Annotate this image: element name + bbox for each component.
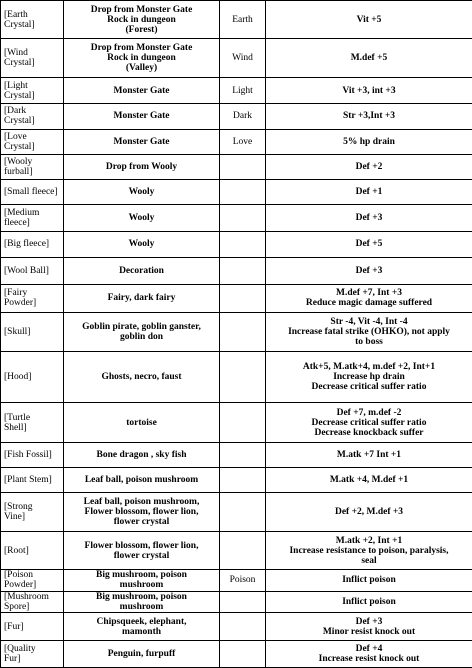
item-source-cell-line: Drop from Monster Gate: [90, 43, 193, 54]
item-effect-cell-line: Def +3: [355, 212, 383, 223]
item-element-cell: Earth: [220, 1, 266, 39]
item-source-cell: [64, 492, 220, 531]
item-effect-cell: [266, 1, 472, 39]
item-name-cell-line: fleece]: [4, 217, 30, 228]
item-source-cell-line: Leaf ball, poison mushroom,: [83, 496, 200, 507]
item-element-cell: [220, 231, 266, 258]
item-source-cell-line: mushroom: [119, 580, 164, 591]
item-name-cell-line: [Fur]: [4, 621, 24, 632]
item-source-cell-line: Drop from Wooly: [105, 162, 178, 173]
item-name-cell-line: [Skull]: [4, 326, 31, 337]
item-source-cell: [64, 155, 220, 180]
item-effect-cell-line: Decrease knockback suffer: [314, 427, 424, 438]
item-name-cell-line: [Wool Ball]: [4, 266, 49, 277]
table-row: [1, 532, 472, 570]
item-name-cell: [1, 351, 64, 402]
table-row: [1, 1, 472, 39]
item-effect-cell: [266, 570, 472, 592]
item-effect-cell-line: Decrease critical suffer ratio: [311, 382, 427, 393]
item-effect-cell: [266, 258, 472, 285]
item-effect-cell-line: Atk+5, M.atk+4, m.def +2, Int+1: [302, 362, 436, 373]
table-row: [1, 570, 472, 592]
item-effect-cell-line: Increase resistance to poison, paralysis,: [289, 545, 449, 556]
table-row: [1, 180, 472, 205]
item-name-cell-line: [Light: [4, 80, 28, 91]
item-source-cell-line: Fairy, dark fairy: [107, 293, 176, 304]
table-row: [1, 231, 472, 258]
item-source-cell-line: Leaf ball, poison mushroom: [84, 475, 199, 486]
item-effect-cell: [266, 129, 472, 155]
item-element-cell: [220, 591, 266, 613]
item-source-cell: [64, 258, 220, 285]
item-name-cell-line: [Mushroom: [4, 591, 49, 602]
item-source-cell-line: Big mushroom, poison: [96, 591, 187, 602]
item-name-cell-line: [Big fleece]: [4, 239, 50, 250]
item-effect-cell-line: Str -4, Vit -4, Int -4: [330, 316, 408, 327]
item-source-cell: [64, 231, 220, 258]
item-source-cell: [64, 204, 220, 231]
item-name-cell-line: [Love: [4, 131, 27, 142]
item-name-cell: [1, 312, 64, 351]
item-effect-cell: [266, 591, 472, 613]
item-name-cell-line: [Earth: [4, 9, 28, 20]
item-source-cell-line: Monster Gate: [113, 111, 170, 122]
table-row: [1, 403, 472, 443]
item-source-cell-line: Chipsqueek, elephant,: [96, 616, 187, 627]
item-source-cell-line: flower crystal: [113, 550, 170, 561]
item-name-cell-line: [Turtle: [4, 412, 31, 423]
item-source-cell-line: Bone dragon , sky fish: [96, 450, 187, 461]
item-element-cell: [220, 492, 266, 531]
table-row: [1, 591, 472, 613]
item-element-cell: [220, 403, 266, 443]
item-table-body: [1, 1, 472, 668]
item-source-cell-line: Flower blossom, flower lion,: [84, 506, 199, 517]
item-element-cell: [220, 285, 266, 313]
item-effect-cell-line: Def +5: [355, 239, 383, 250]
item-effect-cell: [266, 613, 472, 641]
item-effect-cell: [266, 180, 472, 205]
item-element-cell: [220, 532, 266, 570]
table-row: [1, 39, 472, 78]
item-element-cell: [220, 312, 266, 351]
item-element-cell: [220, 613, 266, 641]
item-name-cell-line: Fur]: [4, 654, 21, 665]
item-name-cell: [1, 78, 64, 104]
item-effect-cell-line: Increase resist knock out: [318, 654, 420, 665]
item-effect-cell-line: Minor resist knock out: [322, 626, 416, 637]
item-source-cell-line: Goblin pirate, goblin ganster,: [82, 321, 201, 332]
item-effect-cell: [266, 403, 472, 443]
item-source-cell-line: Big mushroom, poison: [96, 570, 187, 581]
table-row: [1, 468, 472, 493]
item-source-cell-line: Ghosts, necro, faust: [101, 372, 182, 383]
item-element-cell: Wind: [220, 39, 266, 78]
item-effect-cell: [266, 492, 472, 531]
table-row: [1, 492, 472, 531]
item-effect-cell-line: Def +1: [355, 186, 383, 197]
item-source-cell: [64, 103, 220, 129]
item-element-cell: Dark: [220, 103, 266, 129]
item-name-cell: [1, 39, 64, 78]
item-effect-cell-line: seal: [361, 555, 377, 566]
table-row: [1, 78, 472, 104]
item-name-cell: [1, 403, 64, 443]
item-element-cell: [220, 258, 266, 285]
item-effect-cell-line: Def +3: [355, 266, 383, 277]
item-effect-cell: [266, 204, 472, 231]
item-element-cell: [220, 155, 266, 180]
item-name-cell-line: Crystal]: [4, 90, 35, 101]
item-effect-cell-line: Vit +5: [356, 14, 382, 25]
item-effect-cell: [266, 231, 472, 258]
item-effect-cell-line: M.def +7, Int +3: [336, 288, 402, 299]
item-source-cell-line: Monster Gate: [113, 85, 170, 96]
item-name-cell-line: [Small fleece]: [4, 186, 58, 197]
item-source-cell-line: Rock in dungeon: [107, 14, 176, 25]
table-row: [1, 285, 472, 313]
item-name-cell: [1, 285, 64, 313]
table-row: [1, 155, 472, 180]
item-name-cell-line: furball]: [4, 167, 33, 178]
item-effect-cell: [266, 641, 472, 668]
item-effect-cell-line: to boss: [355, 336, 383, 347]
item-source-cell-line: tortoise: [126, 417, 157, 428]
item-source-cell-line: Monster Gate: [113, 136, 170, 147]
item-effect-cell-line: Def +2, M.def +3: [334, 506, 404, 517]
item-name-cell: [1, 468, 64, 493]
item-source-cell: [64, 641, 220, 668]
item-name-cell: [1, 258, 64, 285]
item-source-cell: [64, 351, 220, 402]
item-source-cell: [64, 532, 220, 570]
item-name-cell: [1, 155, 64, 180]
item-effect-cell-line: Inflict poison: [342, 596, 396, 607]
item-name-cell: [1, 591, 64, 613]
item-effect-cell-line: Reduce magic damage suffered: [305, 298, 433, 309]
item-element-cell: [220, 443, 266, 468]
item-element-cell: [220, 468, 266, 493]
item-effect-cell-line: Increase hp drain: [333, 372, 405, 383]
item-element-cell: Poison: [220, 570, 266, 592]
item-source-cell-line: Rock in dungeon: [107, 53, 176, 64]
item-name-cell: [1, 180, 64, 205]
item-effect-cell-line: M.atk +2, Int +1: [335, 535, 403, 546]
item-effect-cell-line: M.def +5: [350, 53, 388, 64]
item-effect-cell-line: Def +3: [355, 616, 383, 627]
item-name-cell-line: [Wind: [4, 48, 28, 59]
item-name-cell: [1, 492, 64, 531]
item-effect-cell: [266, 468, 472, 493]
item-source-cell-line: Flower blossom, flower lion,: [84, 540, 199, 551]
item-name-cell: [1, 1, 64, 39]
item-name-cell: [1, 231, 64, 258]
item-effect-cell-line: Vit +3, int +3: [342, 85, 396, 96]
item-effect-cell-line: Increase fatal strike (OHKO), not apply: [288, 326, 450, 337]
item-name-cell-line: [Wooly: [4, 157, 33, 168]
item-effect-cell: [266, 443, 472, 468]
item-name-cell-line: Shell]: [4, 422, 27, 433]
item-effect-cell-line: Def +2: [355, 162, 383, 173]
item-name-cell-line: [Fish Fossil]: [4, 450, 52, 461]
item-name-cell-line: Vine]: [4, 511, 26, 522]
item-name-cell: [1, 570, 64, 592]
item-source-cell: [64, 403, 220, 443]
item-source-cell: [64, 443, 220, 468]
item-effect-cell-line: Def +7, m.def -2: [336, 407, 402, 418]
table-row: [1, 641, 472, 668]
item-name-cell: [1, 204, 64, 231]
item-element-cell: [220, 180, 266, 205]
item-source-cell-line: Penguin, furpuff: [107, 649, 176, 660]
table-row: [1, 443, 472, 468]
item-effect-cell: [266, 312, 472, 351]
item-name-cell-line: [Root]: [4, 545, 29, 556]
item-name-cell: [1, 129, 64, 155]
item-source-cell: [64, 613, 220, 641]
table-row: [1, 129, 472, 155]
item-effect-cell: [266, 78, 472, 104]
item-name-cell-line: [Strong: [4, 501, 33, 512]
table-row: [1, 258, 472, 285]
table-row: [1, 312, 472, 351]
item-effect-cell: [266, 155, 472, 180]
item-source-cell-line: Decoration: [119, 266, 164, 277]
item-source-cell-line: goblin don: [119, 331, 164, 342]
item-element-cell: Love: [220, 129, 266, 155]
table-row: [1, 204, 472, 231]
item-source-cell: [64, 468, 220, 493]
item-element-cell: [220, 204, 266, 231]
item-name-cell-line: Spore]: [4, 601, 30, 612]
item-source-cell: [64, 285, 220, 313]
item-source-cell: [64, 180, 220, 205]
item-source-cell-line: (Forest): [125, 24, 158, 35]
item-effect-cell-line: M.atk +4, M.def +1: [329, 475, 409, 486]
item-name-cell: [1, 443, 64, 468]
item-name-cell-line: [Plant Stem]: [4, 475, 52, 486]
item-name-cell-line: Powder]: [4, 298, 37, 309]
table-row: [1, 103, 472, 129]
item-effect-cell-line: 5% hp drain: [343, 136, 395, 147]
item-name-cell-line: Crystal]: [4, 116, 35, 127]
item-name-cell: [1, 641, 64, 668]
item-source-cell-line: Drop from Monster Gate: [90, 4, 193, 15]
item-name-cell-line: [Hood]: [4, 372, 32, 383]
item-name-cell: [1, 613, 64, 641]
table-row: [1, 613, 472, 641]
item-source-cell: [64, 39, 220, 78]
item-source-cell-line: flower crystal: [113, 516, 170, 527]
item-name-cell-line: [Fairy: [4, 288, 28, 299]
item-name-cell-line: Crystal]: [4, 58, 35, 69]
item-name-cell: [1, 103, 64, 129]
item-effect-cell: [266, 103, 472, 129]
item-effect-cell: [266, 39, 472, 78]
item-source-cell: [64, 591, 220, 613]
item-source-cell: [64, 78, 220, 104]
item-effect-cell-line: Def +4: [355, 644, 383, 655]
item-source-cell-line: (Valley): [125, 63, 158, 74]
item-source-cell: [64, 312, 220, 351]
item-source-cell-line: Wooly: [128, 186, 155, 197]
item-effect-cell-line: Decrease critical suffer ratio: [311, 417, 427, 428]
item-effect-cell-line: Str +3,Int +3: [342, 111, 396, 122]
item-name-cell-line: Powder]: [4, 580, 37, 591]
item-element-cell: [220, 641, 266, 668]
item-effect-cell: [266, 351, 472, 402]
item-effect-cell-line: Inflict poison: [342, 575, 396, 586]
item-name-cell-line: Crystal]: [4, 19, 35, 30]
item-source-cell: [64, 129, 220, 155]
item-effect-cell: [266, 285, 472, 313]
item-source-cell-line: Wooly: [128, 239, 155, 250]
item-name-cell-line: [Poison: [4, 570, 34, 581]
item-source-cell: [64, 1, 220, 39]
item-name-cell-line: [Quality: [4, 644, 36, 655]
item-name-cell-line: [Dark: [4, 106, 27, 117]
item-element-cell: Light: [220, 78, 266, 104]
item-source-cell-line: mamonth: [121, 626, 162, 637]
item-name-cell-line: [Medium: [4, 207, 40, 218]
table-row: [1, 351, 472, 402]
item-element-cell: [220, 351, 266, 402]
item-name-cell: [1, 532, 64, 570]
item-source-cell-line: Wooly: [128, 212, 155, 223]
item-source-cell-line: mushroom: [119, 601, 164, 612]
item-name-cell-line: Crystal]: [4, 141, 35, 152]
item-effect-cell: [266, 532, 472, 570]
item-effect-cell-line: M.atk +7 Int +1: [336, 450, 402, 461]
item-source-cell: [64, 570, 220, 592]
